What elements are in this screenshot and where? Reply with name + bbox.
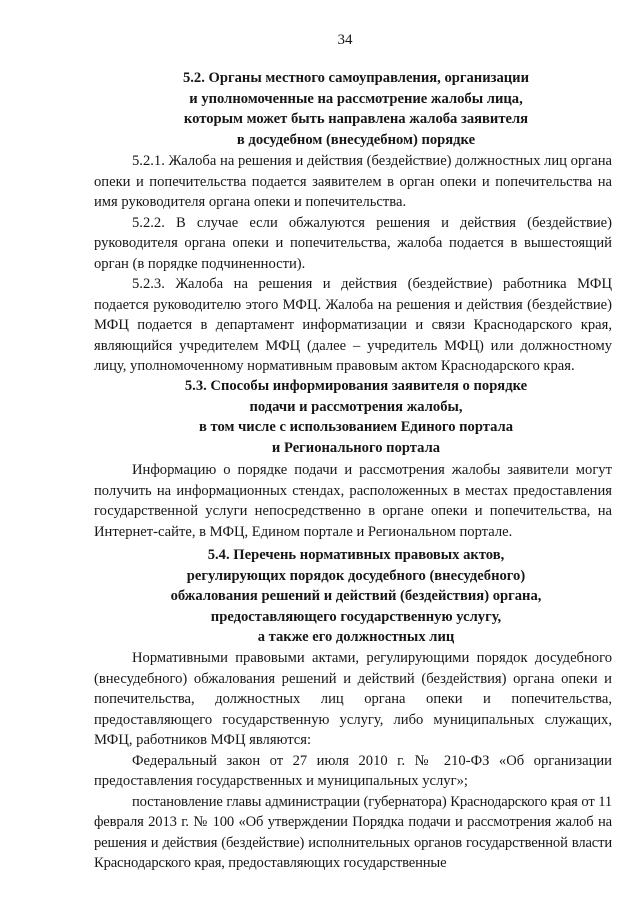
section-heading-5-3 — [96, 376, 616, 458]
page-number: 34 — [337, 32, 353, 48]
heading-line: в досудебном (внесудебном) порядке — [236, 131, 476, 148]
heading-line: в том числе с использованием Единого портала — [198, 419, 514, 435]
heading-line: которым может быть направлена жалоба заявителя — [183, 111, 529, 127]
heading-line: обжалования решений и действий (бездействия) органа, — [170, 588, 542, 604]
section-heading-5-2 — [96, 68, 616, 150]
heading-line: и Регионального портала — [271, 439, 441, 456]
section-body-5-4 — [94, 648, 612, 874]
heading-line: 5.4. Перечень нормативных правовых актов, — [207, 547, 505, 563]
paragraph: 5.2.3. Жалоба на решения и действия (бездействие) работника МФЦ подается руководителю этого МФЦ. Жалоба на решения и действия (бездействие) МФЦ подается в департамент информатизации и связи Краснодарского края, являющийся учредителем МФЦ (далее – учредитель МФЦ) или должностному лицу, уполномоченному нормативным правовым актом Краснодарского края. — [94, 276, 612, 374]
section-body-5-2 — [94, 151, 612, 377]
section-body-5-3 — [94, 460, 612, 542]
paragraph: 5.2.1. Жалоба на решения и действия (бездействие) должностных лиц органа опеки и попечительства подается заявителем в орган опеки и попечительства на имя руководителя органа опеки и попечительства. — [94, 153, 612, 210]
section-heading-5-4 — [96, 545, 616, 648]
heading-line: а также его должностных лиц — [257, 629, 455, 645]
paragraph: Информацию о порядке подачи и рассмотрения жалобы заявители могут получить на информационных стендах, расположенных в местах предоставления государственной услуги непосредственно в органе опеки и попечительства, на Интернет-сайте, в МФЦ, Едином портале и Региональном портале. — [94, 462, 612, 540]
paragraph: 5.2.2. В случае если обжалуются решения и действия (бездействие) руководителя органа опеки и попечительства, жалоба подается в вышестоящий орган (в порядке подчиненности). — [94, 214, 612, 272]
heading-line: и уполномоченные на рассмотрение жалобы лица, — [189, 90, 523, 107]
paragraph: Нормативными правовыми актами, регулирующими порядок досудебного (внесудебного) обжалования решений и действий (бездействия) органа опеки и попечительства, должностных лиц органа опеки и попечительства, предоставляющего государственную услугу, либо муниципальных служащих, МФЦ, работников МФЦ являются: — [94, 650, 612, 748]
heading-line: 5.3. Способы информирования заявителя о порядке — [184, 378, 528, 394]
heading-line: подачи и рассмотрения жалобы, — [249, 398, 463, 415]
paragraph: постановление главы администрации (губернатора) Краснодарского края от 11 февраля 2013 г. № 100 «Об утверждении Порядка подачи и рассмотрения жалоб на решения и действия (бездействие) исполнительных органов государственной власти Краснодарского края, предоставляющих государственные — [94, 793, 612, 871]
heading-line: 5.2. Органы местного самоуправления, организации — [182, 70, 529, 86]
heading-line: регулирующих порядок досудебного (внесудебного) — [186, 567, 526, 584]
paragraph: Федеральный закон от 27 июля 2010 г. № 210-ФЗ «Об организации предоставления государственных и муниципальных услуг»; — [94, 752, 612, 789]
heading-line: предоставляющего государственную услугу, — [210, 608, 502, 625]
